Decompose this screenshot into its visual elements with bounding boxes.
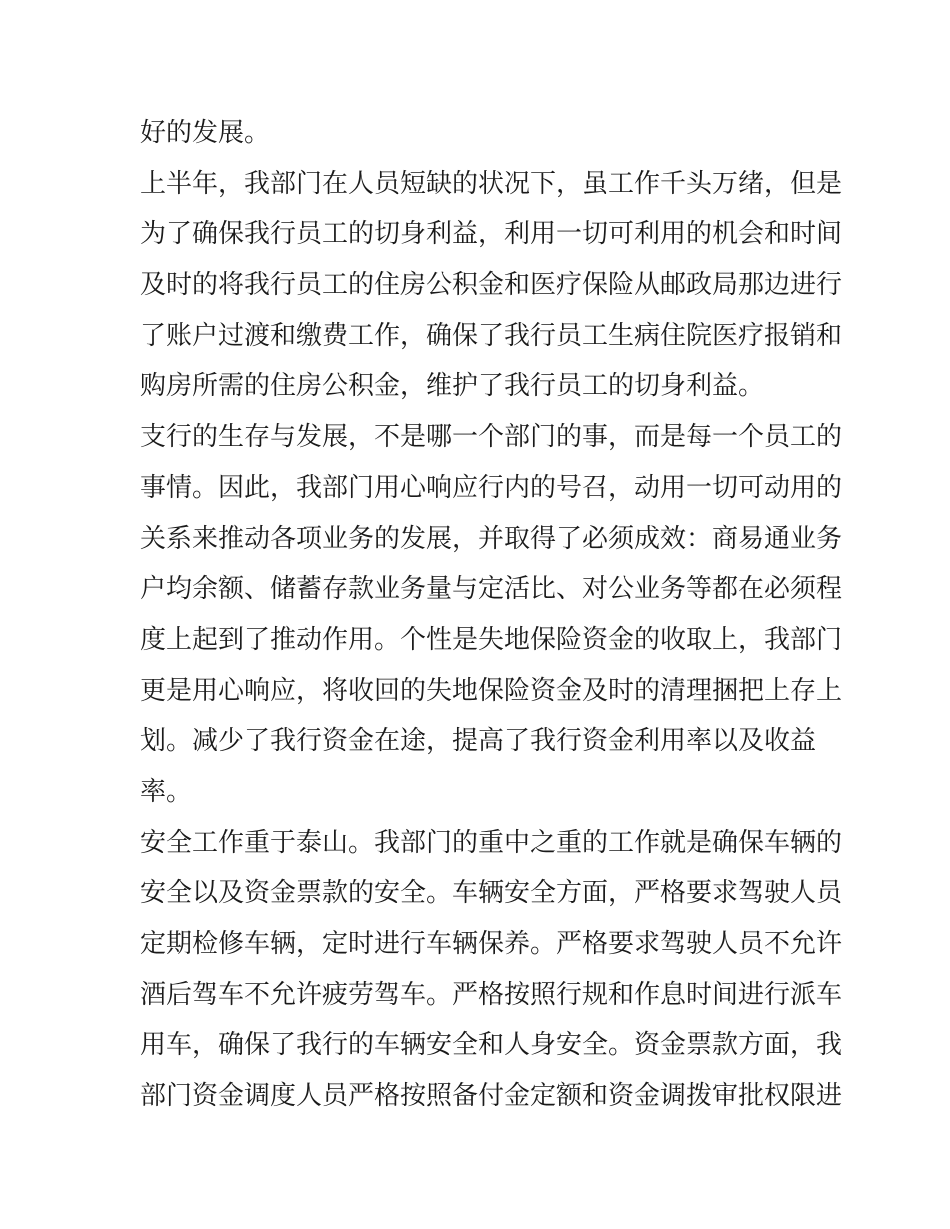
text-line-15: 安全工作重于泰山。我部门的重中之重的工作就是确保车辆的 (140, 827, 843, 858)
text-line-1: 好的发展。 (140, 118, 271, 148)
text-line-12: 更是用心响应，将收回的失地保险资金及时的清理捆把上存上 (140, 675, 843, 706)
text-line-2: 上半年，我部门在人员短缺的状况下，虽工作千头万绪，但是 (140, 168, 843, 199)
text-line-8: 事情。因此，我部门用心响应行内的号召，动用一切可动用的 (140, 472, 843, 503)
text-line-7: 支行的生存与发展，不是哪一个部门的事，而是每一个员工的 (140, 422, 843, 453)
text-line-9: 关系来推动各项业务的发展，并取得了必须成效：商易通业务 (140, 523, 843, 554)
text-line-11: 度上起到了推动作用。个性是失地保险资金的收取上，我部门 (140, 624, 843, 655)
text-line-4: 及时的将我行员工的住房公积金和医疗保险从邮政局那边进行 (140, 270, 843, 301)
text-line-16: 安全以及资金票款的安全。车辆安全方面，严格要求驾驶人员 (140, 878, 843, 909)
text-line-3: 为了确保我行员工的切身利益，利用一切可利用的机会和时间 (140, 219, 843, 250)
text-line-13: 划。减少了我行资金在途，提高了我行资金利用率以及收益 (140, 726, 817, 757)
text-line-17: 定期检修车辆，定时进行车辆保养。严格要求驾驶人员不允许 (140, 929, 843, 959)
text-line-6: 购房所需的住房公积金，维护了我行员工的切身利益。 (140, 371, 765, 402)
text-line-10: 户均余额、储蓄存款业务量与定活比、对公业务等都在必须程 (140, 574, 843, 605)
text-line-5: 了账户过渡和缴费工作，确保了我行员工生病住院医疗报销和 (140, 320, 843, 351)
text-line-14: 率。 (140, 776, 193, 807)
text-line-20: 部门资金调度人员严格按照备付金定额和资金调拨审批权限进 (140, 1081, 843, 1112)
document-body (140, 108, 843, 1122)
text-line-18: 酒后驾车不允许疲劳驾车。严格按照行规和作息时间进行派车 (140, 979, 843, 1010)
text-line-19: 用车，确保了我行的车辆安全和人身安全。资金票款方面，我 (140, 1030, 843, 1061)
